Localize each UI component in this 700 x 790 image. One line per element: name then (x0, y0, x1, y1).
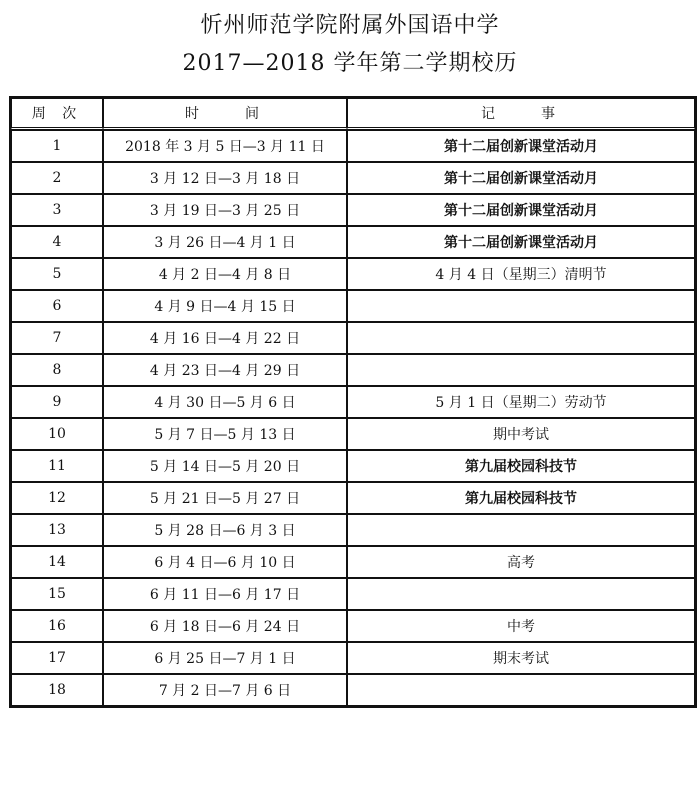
week-cell: 17 (11, 642, 103, 674)
week-cell: 3 (11, 194, 103, 226)
table-row (11, 418, 695, 450)
table-row (11, 674, 695, 706)
table-header-row (11, 98, 695, 130)
table-row (11, 226, 695, 258)
week-cell: 7 (11, 322, 103, 354)
week-cell: 14 (11, 546, 103, 578)
column-header-dates: 时 间 (103, 98, 347, 130)
event-cell: 第九届校园科技节 (347, 450, 695, 482)
event-cell: 第十二届创新课堂活动月 (347, 194, 695, 226)
document-subtitle: 2017—2018 学年第二学期校历 (182, 51, 518, 76)
week-cell: 10 (11, 418, 103, 450)
event-cell (347, 578, 695, 610)
week-cell: 13 (11, 514, 103, 546)
week-cell: 16 (11, 610, 103, 642)
event-cell: 期末考试 (347, 642, 695, 674)
event-cell (347, 354, 695, 386)
week-cell: 4 (11, 226, 103, 258)
table-row (11, 642, 695, 674)
table-row (11, 258, 695, 290)
week-cell: 8 (11, 354, 103, 386)
dates-cell: 5 月 14 日—5 月 20 日 (103, 450, 347, 482)
week-cell: 5 (11, 258, 103, 290)
dates-cell: 4 月 9 日—4 月 15 日 (103, 290, 347, 322)
column-header-week: 周 次 (11, 98, 103, 130)
event-cell: 4 月 4 日（星期三）清明节 (347, 258, 695, 290)
dates-cell: 5 月 21 日—5 月 27 日 (103, 482, 347, 514)
dates-cell: 6 月 25 日—7 月 1 日 (103, 642, 347, 674)
week-cell: 18 (11, 674, 103, 706)
table-row (11, 482, 695, 514)
table-row (11, 322, 695, 354)
event-cell (347, 290, 695, 322)
table-row (11, 514, 695, 546)
dates-cell: 3 月 19 日—3 月 25 日 (103, 194, 347, 226)
dates-cell: 4 月 30 日—5 月 6 日 (103, 386, 347, 418)
dates-cell: 3 月 12 日—3 月 18 日 (103, 162, 347, 194)
dates-cell: 6 月 11 日—6 月 17 日 (103, 578, 347, 610)
event-cell: 第十二届创新课堂活动月 (347, 162, 695, 194)
column-header-events: 记 事 (347, 98, 695, 130)
event-cell (347, 514, 695, 546)
table-row (11, 194, 695, 226)
table-row (11, 546, 695, 578)
dates-cell: 4 月 2 日—4 月 8 日 (103, 258, 347, 290)
table-row (11, 386, 695, 418)
event-cell: 5 月 1 日（星期二）劳动节 (347, 386, 695, 418)
dates-cell: 6 月 4 日—6 月 10 日 (103, 546, 347, 578)
week-cell: 15 (11, 578, 103, 610)
dates-cell: 2018 年 3 月 5 日—3 月 11 日 (103, 130, 347, 162)
event-cell (347, 674, 695, 706)
dates-cell: 6 月 18 日—6 月 24 日 (103, 610, 347, 642)
week-cell: 12 (11, 482, 103, 514)
event-cell: 中考 (347, 610, 695, 642)
dates-cell: 3 月 26 日—4 月 1 日 (103, 226, 347, 258)
event-cell: 第十二届创新课堂活动月 (347, 226, 695, 258)
week-cell: 1 (11, 130, 103, 162)
table-row (11, 578, 695, 610)
table-row (11, 162, 695, 194)
table-row (11, 610, 695, 642)
dates-cell: 4 月 23 日—4 月 29 日 (103, 354, 347, 386)
event-cell: 高考 (347, 546, 695, 578)
dates-cell: 5 月 28 日—6 月 3 日 (103, 514, 347, 546)
week-cell: 9 (11, 386, 103, 418)
event-cell (347, 322, 695, 354)
dates-cell: 7 月 2 日—7 月 6 日 (103, 674, 347, 706)
table-row (11, 354, 695, 386)
dates-cell: 5 月 7 日—5 月 13 日 (103, 418, 347, 450)
dates-cell: 4 月 16 日—4 月 22 日 (103, 322, 347, 354)
document-title: 忻州师范学院附属外国语中学 (200, 13, 500, 38)
week-cell: 2 (11, 162, 103, 194)
week-cell: 6 (11, 290, 103, 322)
event-cell: 期中考试 (347, 418, 695, 450)
table-row (11, 290, 695, 322)
week-cell: 11 (11, 450, 103, 482)
event-cell: 第十二届创新课堂活动月 (347, 130, 695, 162)
table-row (11, 450, 695, 482)
table-row (11, 130, 695, 162)
event-cell: 第九届校园科技节 (347, 482, 695, 514)
calendar-table (9, 96, 697, 708)
